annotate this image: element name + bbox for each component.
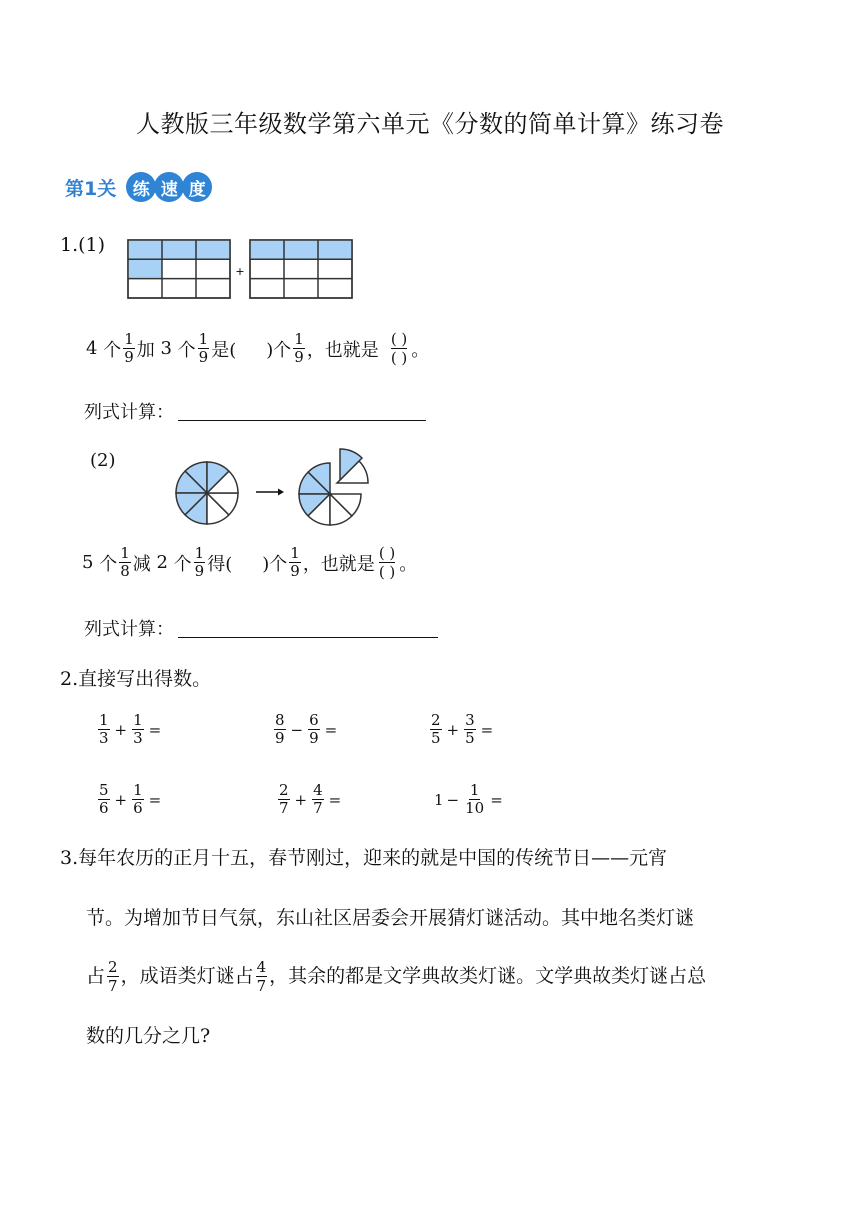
op-add: 加: [136, 339, 155, 361]
fraction-one-eighth: $\frac{1}{8}$: [120, 544, 130, 580]
calc-answer-line[interactable]: [178, 619, 438, 638]
text-ge: )个: [266, 339, 292, 361]
fraction-two-sevenths: $\frac{2}{7}$: [108, 957, 118, 995]
count-5: 5: [82, 552, 94, 573]
badge-char-1: 练: [126, 172, 156, 202]
calc-label: 列式计算：: [84, 402, 174, 423]
q3-line-2: 节。为增加节日气氛，东山社区居委会开展猜灯谜活动。其中地名类灯谜: [86, 907, 695, 929]
answer-fraction-blank[interactable]: ( ) ( ): [390, 330, 408, 367]
unit-ge: 个: [103, 339, 122, 361]
q2-heading: 2.直接写出得数。: [60, 668, 212, 690]
calc-item-6: 1 − $\frac{1}{10}$ =: [434, 781, 503, 817]
op-subtract: 减: [132, 553, 151, 575]
text-de: 得(: [207, 553, 233, 575]
circle-right: [299, 449, 368, 525]
badge-char-3: 度: [182, 172, 212, 202]
grid-left: [128, 240, 230, 298]
fraction-one-ninth: $\frac{1}{9}$: [194, 544, 205, 580]
unit-ge: 个: [99, 553, 118, 575]
q3-line-1: 3.每年农历的正月十五，春节刚过，迎来的就是中国的传统节日——元宵: [60, 847, 668, 869]
q1-part1-label: (1): [78, 234, 106, 256]
q1-part2-sentence: [82, 544, 417, 581]
calc-answer-line[interactable]: [178, 402, 426, 421]
calc-item-3: $\frac{2}{5}$ + $\frac{3}{5}$ =: [431, 711, 494, 747]
q3-line-3: 占 $\frac{2}{7}$ ，成语类灯谜占 $\frac{4}{7}$ ，其余的都是文学典故类灯谜。文学典故类灯谜占总: [86, 957, 707, 995]
count-4: 4: [86, 338, 98, 359]
period: 。: [411, 339, 430, 361]
period: 。: [399, 553, 418, 575]
count-2: 2: [156, 552, 168, 573]
q1-number-text: 1.: [60, 234, 79, 256]
level-label: 第1关: [65, 177, 117, 200]
calc-item-2: $\frac{8}{9}$ − $\frac{6}{9}$ =: [275, 711, 338, 747]
q1-part1-calc: [84, 398, 426, 424]
q1-circle-figure: [170, 444, 380, 526]
page-title: 人教版三年级数学第六单元《分数的简单计算》练习卷: [136, 110, 724, 138]
q1-part2-label: (2): [90, 450, 116, 471]
badge-char-2: 速: [154, 172, 184, 202]
fraction-four-sevenths: $\frac{4}{7}$: [256, 957, 267, 995]
fraction-one-ninth: $\frac{1}{9}$: [294, 330, 304, 366]
q3-line-4: 数的几分之几?: [86, 1025, 211, 1047]
calc-label: 列式计算：: [84, 619, 174, 640]
calc-item-1: $\frac{1}{3}$ + $\frac{1}{3}$ =: [99, 711, 162, 747]
answer-fraction-blank[interactable]: ( ) ( ): [378, 544, 396, 581]
q1-grid-figure: [126, 238, 354, 302]
fraction-one-ninth: $\frac{1}{9}$: [124, 330, 134, 366]
text-tail: ，也就是: [306, 339, 379, 361]
level-badge: [65, 170, 210, 204]
unit-ge: 个: [173, 553, 192, 575]
count-3: 3: [160, 338, 172, 359]
text-ge: )个: [262, 553, 288, 575]
q1-part2-calc: [84, 615, 438, 641]
text-tail: ，也就是: [302, 553, 375, 575]
text-shi: 是(: [211, 339, 237, 361]
plus-sign: +: [235, 265, 245, 278]
grid-right: [250, 240, 352, 298]
calc-item-5: $\frac{2}{7}$ + $\frac{4}{7}$ =: [279, 781, 342, 817]
unit-ge: 个: [177, 339, 196, 361]
fraction-one-ninth: $\frac{1}{9}$: [198, 330, 209, 366]
q1-part1-sentence: [86, 330, 429, 367]
calc-item-4: $\frac{5}{6}$ + $\frac{1}{6}$ =: [99, 781, 162, 817]
q1-number: [60, 234, 105, 256]
circle-left: [176, 462, 238, 524]
fraction-one-ninth: $\frac{1}{9}$: [290, 544, 300, 580]
